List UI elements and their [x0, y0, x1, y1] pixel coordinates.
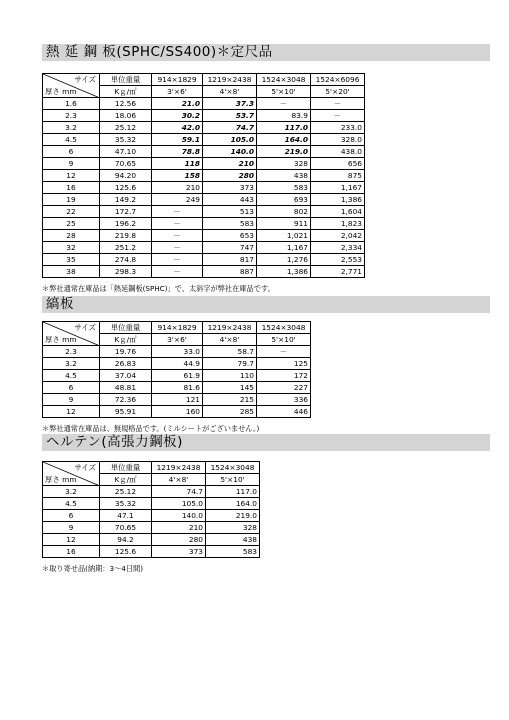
value-cell: 37.3: [203, 98, 257, 110]
thickness-cell: 1.6: [43, 98, 100, 110]
thickness-cell: 16: [43, 182, 100, 194]
thickness-cell: 4.5: [43, 498, 100, 510]
weight-cell: 196.2: [100, 218, 152, 230]
thickness-cell: 12: [43, 406, 100, 418]
value-cell: 21.0: [152, 98, 203, 110]
section-title-hot-rolled: 熱 延 鋼 板(SPHC/SS400)＊定尺品: [42, 44, 490, 61]
value-cell: 1,386: [311, 194, 365, 206]
value-cell: 140.0: [152, 510, 206, 522]
value-cell: 44.9: [152, 358, 203, 370]
value-cell: 280: [203, 170, 257, 182]
table-row: [43, 546, 260, 558]
value-cell: 30.2: [152, 110, 203, 122]
col-header-mm: 1219×2438: [152, 462, 206, 474]
table-hot-rolled: [42, 73, 365, 278]
weight-cell: 251.2: [100, 242, 152, 254]
value-cell: 210: [203, 158, 257, 170]
value-cell: －: [152, 230, 203, 242]
table-row: [43, 522, 260, 534]
thickness-cell: 19: [43, 194, 100, 206]
note-hot-rolled: ＊弊社通常在庫品は「熱延鋼板(SPHC)」で、太斜字が弊社在庫品です。: [42, 284, 275, 293]
col-header-ft: 5'×10': [206, 474, 260, 486]
value-cell: 172: [257, 370, 311, 382]
table-row: [43, 370, 311, 382]
value-cell: 817: [203, 254, 257, 266]
value-cell: 285: [203, 406, 257, 418]
col-header-ft: 3'×6': [152, 334, 203, 346]
value-cell: 583: [257, 182, 311, 194]
section-title-high-tensile: ヘルテン(高張力鋼板): [42, 434, 490, 451]
value-cell: 158: [152, 170, 203, 182]
value-cell: 583: [203, 218, 257, 230]
table-row: [43, 382, 311, 394]
value-cell: －: [152, 254, 203, 266]
thickness-cell: 9: [43, 158, 100, 170]
weight-cell: 219.8: [100, 230, 152, 242]
value-cell: 373: [203, 182, 257, 194]
weight-cell: 48.81: [100, 382, 152, 394]
value-cell: 219.0: [206, 510, 260, 522]
value-cell: －: [257, 346, 311, 358]
corner-size-label: サイズ: [74, 463, 96, 472]
value-cell: 2,042: [311, 230, 365, 242]
value-cell: 438.0: [311, 146, 365, 158]
col-header-mm: 1219×2438: [203, 74, 257, 86]
weight-cell: 35.32: [100, 134, 152, 146]
table-row: [43, 122, 365, 134]
value-cell: 875: [311, 170, 365, 182]
value-cell: 125: [257, 358, 311, 370]
note-high-tensile: ＊取り寄せ品(納期：3～4日間): [42, 564, 144, 573]
table-row: [43, 346, 311, 358]
value-cell: 233.0: [311, 122, 365, 134]
value-cell: 693: [257, 194, 311, 206]
col-header-ft: 4'×8': [203, 86, 257, 98]
thickness-cell: 22: [43, 206, 100, 218]
value-cell: 513: [203, 206, 257, 218]
value-cell: 117.0: [257, 122, 311, 134]
value-cell: 61.9: [152, 370, 203, 382]
value-cell: 53.7: [203, 110, 257, 122]
value-cell: 105.0: [203, 134, 257, 146]
value-cell: 1,167: [311, 182, 365, 194]
value-cell: 160: [152, 406, 203, 418]
value-cell: 59.1: [152, 134, 203, 146]
table-row: [43, 98, 365, 110]
table-row: [43, 510, 260, 522]
thickness-cell: 2.3: [43, 346, 100, 358]
weight-cell: 95.91: [100, 406, 152, 418]
corner-thickness-label: 厚さ mm: [45, 87, 77, 96]
section-title-checkered-plate: 縞板: [42, 296, 490, 313]
col-header-mm: 1524×3048: [257, 322, 311, 334]
weight-cell: 25.12: [100, 122, 152, 134]
value-cell: 328: [257, 158, 311, 170]
thickness-cell: 6: [43, 382, 100, 394]
table-row: [43, 406, 311, 418]
value-cell: 653: [203, 230, 257, 242]
value-cell: －: [152, 206, 203, 218]
value-cell: 33.0: [152, 346, 203, 358]
corner-thickness-label: 厚さ mm: [45, 475, 77, 484]
value-cell: 1,021: [257, 230, 311, 242]
table-row: [43, 170, 365, 182]
thickness-cell: 9: [43, 394, 100, 406]
unit-weight-header: 単位重量: [100, 462, 152, 474]
table-row: [43, 498, 260, 510]
table-row: [43, 394, 311, 406]
thickness-cell: 25: [43, 218, 100, 230]
value-cell: 227: [257, 382, 311, 394]
value-cell: 280: [152, 534, 206, 546]
col-header-mm: 1219×2438: [203, 322, 257, 334]
value-cell: 118: [152, 158, 203, 170]
corner-size-label: サイズ: [74, 323, 96, 332]
value-cell: －: [152, 218, 203, 230]
weight-cell: 172.7: [100, 206, 152, 218]
weight-cell: 25.12: [100, 486, 152, 498]
corner-header: [43, 462, 100, 486]
note-checkered-plate: ＊弊社通常在庫品は、無規格品です。(ミルシートがございません。): [42, 424, 260, 433]
value-cell: 140.0: [203, 146, 257, 158]
table-row: [43, 146, 365, 158]
value-cell: 443: [203, 194, 257, 206]
unit-header: Kｇ/㎡: [100, 474, 152, 486]
value-cell: 336: [257, 394, 311, 406]
value-cell: 887: [203, 266, 257, 278]
value-cell: 373: [152, 546, 206, 558]
col-header-ft: 4'×8': [152, 474, 206, 486]
weight-cell: 94.2: [100, 534, 152, 546]
table-row: [43, 182, 365, 194]
weight-cell: 125.6: [100, 182, 152, 194]
value-cell: 2,771: [311, 266, 365, 278]
weight-cell: 149.2: [100, 194, 152, 206]
value-cell: 911: [257, 218, 311, 230]
weight-cell: 47.1: [100, 510, 152, 522]
col-header-ft: 5'×10': [257, 86, 311, 98]
value-cell: 79.7: [203, 358, 257, 370]
value-cell: 215: [203, 394, 257, 406]
corner-thickness-label: 厚さ mm: [45, 335, 77, 344]
value-cell: 110: [203, 370, 257, 382]
thickness-cell: 6: [43, 510, 100, 522]
table-row: [43, 242, 365, 254]
col-header-mm: 1524×6096: [311, 74, 365, 86]
table-body: [43, 346, 311, 418]
weight-cell: 72.36: [100, 394, 152, 406]
corner-size-label: サイズ: [74, 75, 96, 84]
value-cell: 83.9: [257, 110, 311, 122]
value-cell: 105.0: [152, 498, 206, 510]
weight-cell: 35.32: [100, 498, 152, 510]
value-cell: 81.6: [152, 382, 203, 394]
thickness-cell: 4.5: [43, 134, 100, 146]
value-cell: －: [311, 98, 365, 110]
value-cell: 164.0: [257, 134, 311, 146]
weight-cell: 19.76: [100, 346, 152, 358]
weight-cell: 70.65: [100, 158, 152, 170]
thickness-cell: 9: [43, 522, 100, 534]
value-cell: 1,823: [311, 218, 365, 230]
value-cell: 328: [206, 522, 260, 534]
value-cell: 1,604: [311, 206, 365, 218]
value-cell: 74.7: [152, 486, 206, 498]
col-header-mm: 914×1829: [152, 322, 203, 334]
col-header-ft: 3'×6': [152, 86, 203, 98]
table-row: [43, 266, 365, 278]
weight-cell: 274.8: [100, 254, 152, 266]
value-cell: 1,276: [257, 254, 311, 266]
thickness-cell: 32: [43, 242, 100, 254]
value-cell: 802: [257, 206, 311, 218]
weight-cell: 37.04: [100, 370, 152, 382]
table-row: [43, 134, 365, 146]
table-row: [43, 230, 365, 242]
value-cell: 74.7: [203, 122, 257, 134]
value-cell: 210: [152, 182, 203, 194]
weight-cell: 26.83: [100, 358, 152, 370]
value-cell: 1,167: [257, 242, 311, 254]
col-header-mm: 1524×3048: [257, 74, 311, 86]
weight-cell: 12.56: [100, 98, 152, 110]
table-row: [43, 486, 260, 498]
weight-cell: 18.06: [100, 110, 152, 122]
unit-weight-header: 単位重量: [100, 322, 152, 334]
thickness-cell: 4.5: [43, 370, 100, 382]
value-cell: 2,334: [311, 242, 365, 254]
table-row: [43, 534, 260, 546]
thickness-cell: 3.2: [43, 358, 100, 370]
weight-cell: 47.10: [100, 146, 152, 158]
thickness-cell: 12: [43, 534, 100, 546]
thickness-cell: 2.3: [43, 110, 100, 122]
thickness-cell: 16: [43, 546, 100, 558]
table-checkered-plate: [42, 321, 311, 418]
value-cell: 121: [152, 394, 203, 406]
col-header-ft: 5'×10': [257, 334, 311, 346]
unit-weight-header: 単位重量: [100, 74, 152, 86]
value-cell: 1,386: [257, 266, 311, 278]
value-cell: 78.8: [152, 146, 203, 158]
value-cell: 656: [311, 158, 365, 170]
thickness-cell: 3.2: [43, 122, 100, 134]
col-header-ft: 4'×8': [203, 334, 257, 346]
value-cell: 2,553: [311, 254, 365, 266]
table-row: [43, 206, 365, 218]
value-cell: 249: [152, 194, 203, 206]
table-high-tensile: [42, 461, 260, 558]
table-row: [43, 158, 365, 170]
value-cell: 117.0: [206, 486, 260, 498]
table-row: [43, 254, 365, 266]
value-cell: 210: [152, 522, 206, 534]
value-cell: 446: [257, 406, 311, 418]
table-body: [43, 486, 260, 558]
value-cell: 438: [206, 534, 260, 546]
col-header-ft: 5'×20': [311, 86, 365, 98]
value-cell: 164.0: [206, 498, 260, 510]
thickness-cell: 12: [43, 170, 100, 182]
thickness-cell: 28: [43, 230, 100, 242]
corner-header: [43, 74, 100, 98]
table-body: [43, 98, 365, 278]
unit-header: Kｇ/㎡: [100, 334, 152, 346]
unit-header: Kｇ/㎡: [100, 86, 152, 98]
value-cell: 328.0: [311, 134, 365, 146]
value-cell: 583: [206, 546, 260, 558]
weight-cell: 298.3: [100, 266, 152, 278]
value-cell: －: [152, 242, 203, 254]
value-cell: 58.7: [203, 346, 257, 358]
value-cell: 438: [257, 170, 311, 182]
weight-cell: 70.65: [100, 522, 152, 534]
value-cell: 747: [203, 242, 257, 254]
value-cell: 145: [203, 382, 257, 394]
weight-cell: 94.20: [100, 170, 152, 182]
table-row: [43, 194, 365, 206]
thickness-cell: 3.2: [43, 486, 100, 498]
thickness-cell: 38: [43, 266, 100, 278]
table-row: [43, 358, 311, 370]
col-header-mm: 1524×3048: [206, 462, 260, 474]
thickness-cell: 35: [43, 254, 100, 266]
thickness-cell: 6: [43, 146, 100, 158]
value-cell: 42.0: [152, 122, 203, 134]
table-row: [43, 218, 365, 230]
value-cell: 219.0: [257, 146, 311, 158]
weight-cell: 125.6: [100, 546, 152, 558]
corner-header: [43, 322, 100, 346]
value-cell: －: [152, 266, 203, 278]
col-header-mm: 914×1829: [152, 74, 203, 86]
table-row: [43, 110, 365, 122]
value-cell: －: [257, 98, 311, 110]
value-cell: －: [311, 110, 365, 122]
